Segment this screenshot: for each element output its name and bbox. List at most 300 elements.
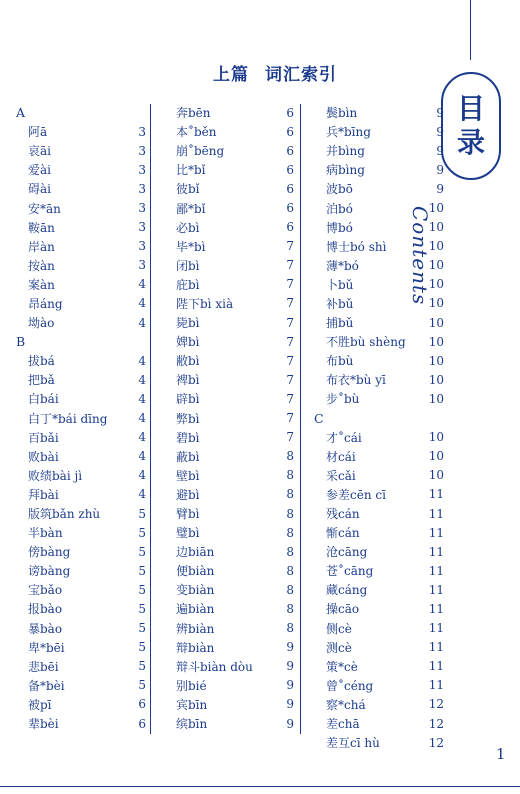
index-entry (16, 504, 146, 523)
index-entry (16, 714, 146, 733)
entry-page: 9 (436, 162, 444, 177)
entry-word: 闭bì (176, 258, 200, 273)
entry-word: 辩biàn (176, 640, 215, 655)
index-entry (314, 599, 444, 618)
entry-word: 避bì (176, 487, 200, 502)
index-entry (164, 409, 294, 428)
index-entry (164, 561, 294, 580)
entry-word: 边biān (176, 545, 215, 560)
page-number: 1 (496, 745, 506, 763)
entry-page: 11 (428, 487, 444, 502)
section-letter: B (16, 334, 26, 350)
index-entry (314, 542, 444, 561)
entry-page: 6 (286, 181, 294, 196)
entry-page: 6 (286, 201, 294, 216)
entry-word: 碧bì (176, 430, 200, 445)
entry-word: 弊bì (176, 411, 200, 426)
index-entry (164, 504, 294, 523)
entry-page: 9 (286, 659, 294, 674)
index-entry (164, 619, 294, 638)
entry-page: 7 (286, 258, 294, 273)
page-title (130, 60, 420, 85)
index-entry (164, 256, 294, 275)
entry-page: 11 (428, 506, 444, 521)
index-entry (314, 198, 444, 217)
entry-page: 5 (138, 563, 146, 578)
badge-char-2: 录 (456, 126, 485, 159)
entry-page: 11 (428, 659, 444, 674)
index-entry (16, 389, 146, 408)
entry-page: 8 (286, 563, 294, 578)
index-entry (16, 313, 146, 332)
index-entry (16, 351, 146, 370)
entry-word: 测cè (326, 640, 352, 655)
index-entry (164, 485, 294, 504)
entry-word: 宝bǎo (28, 583, 63, 598)
entry-word: 案àn (28, 277, 55, 292)
entry-word: 爱ài (28, 163, 51, 178)
entry-word: 辨biàn (176, 621, 215, 636)
entry-word: 捕bǔ (326, 316, 354, 331)
entry-word: 傍bàng (28, 545, 71, 560)
index-entry (164, 695, 294, 714)
index-entry (164, 599, 294, 618)
index-entry (314, 275, 444, 294)
index-entry (314, 695, 444, 714)
entry-word: 惭cán (326, 526, 360, 541)
entry-word: 差互cī hù (326, 736, 380, 751)
entry-page: 11 (428, 563, 444, 578)
entry-word: 版筑bǎn zhù (28, 507, 101, 522)
entry-page: 11 (428, 601, 444, 616)
index-entry (314, 103, 444, 122)
index-entry (16, 466, 146, 485)
index-entry (16, 370, 146, 389)
index-entry (164, 389, 294, 408)
entry-page: 8 (286, 544, 294, 559)
entry-page: 10 (428, 353, 444, 368)
index-entry (314, 332, 444, 351)
index-entry (164, 122, 294, 141)
entry-word: 陛下bì xià (176, 296, 234, 311)
bottom-rule (0, 786, 520, 787)
badge-char-1: 目 (456, 92, 485, 126)
index-entry (314, 370, 444, 389)
index-entry (164, 237, 294, 256)
index-entry (164, 179, 294, 198)
index-entry (16, 179, 146, 198)
index-entry (314, 389, 444, 408)
index-entry (164, 313, 294, 332)
entry-word: 操cāo (326, 602, 360, 617)
entry-page: 3 (138, 258, 146, 273)
entry-page: 4 (138, 411, 146, 426)
entry-word: 敝bì (176, 354, 200, 369)
index-entry (314, 561, 444, 580)
index-entry (314, 580, 444, 599)
entry-page: 10 (428, 277, 444, 292)
entry-word: 安*ān (28, 201, 61, 216)
entry-word: 并bìng (326, 144, 365, 159)
index-entry (164, 332, 294, 351)
entry-page: 10 (428, 201, 444, 216)
entry-word: 败bài (28, 449, 59, 464)
entry-word: 败绩bài jì (28, 468, 83, 483)
entry-page: 5 (138, 601, 146, 616)
index-entry (164, 370, 294, 389)
entry-page: 8 (286, 582, 294, 597)
index-entry (164, 523, 294, 542)
entry-page: 9 (436, 143, 444, 158)
index-entry (314, 351, 444, 370)
index-entry (314, 313, 444, 332)
index-entry (16, 657, 146, 676)
entry-page: 4 (138, 487, 146, 502)
entry-page: 8 (286, 468, 294, 483)
entry-word: 不胜bù shèng (326, 335, 406, 350)
index-entry (16, 122, 146, 141)
entry-word: 别bié (176, 678, 207, 693)
index-entry (314, 466, 444, 485)
index-entry (16, 676, 146, 695)
index-entry (314, 294, 444, 313)
entry-word: 宾bīn (176, 697, 208, 712)
index-entry (16, 561, 146, 580)
entry-word: 藏cáng (326, 583, 368, 598)
entry-word: 博bó (326, 220, 353, 235)
entry-page: 11 (428, 621, 444, 636)
index-entry (164, 198, 294, 217)
entry-page: 4 (138, 277, 146, 292)
entry-word: 悲bēi (28, 659, 59, 674)
entry-page: 5 (138, 582, 146, 597)
entry-word: 才˚cái (326, 430, 362, 445)
entry-page: 3 (138, 201, 146, 216)
index-entry (164, 542, 294, 561)
entry-word: 比*bǐ (176, 163, 206, 178)
entry-word: 波bō (326, 182, 353, 197)
entry-word: 毕*bì (176, 239, 206, 254)
index-entry (16, 428, 146, 447)
entry-word: 昂áng (28, 296, 63, 311)
index-entry (164, 657, 294, 676)
index-entry (16, 447, 146, 466)
entry-page: 10 (428, 372, 444, 387)
entry-word: 备*bèi (28, 678, 65, 693)
entry-page: 7 (286, 411, 294, 426)
entry-page: 3 (138, 181, 146, 196)
entry-page: 4 (138, 353, 146, 368)
entry-word: 鄙*bǐ (176, 201, 206, 216)
entry-page: 3 (138, 124, 146, 139)
entry-page: 8 (286, 525, 294, 540)
contents-badge (441, 72, 501, 180)
entry-page: 7 (286, 334, 294, 349)
index-entry (16, 198, 146, 217)
entry-page: 4 (138, 315, 146, 330)
index-entry (16, 542, 146, 561)
entry-word: 兵*bīng (326, 125, 371, 140)
title-part2: 词汇索引 (265, 65, 337, 85)
entry-page: 7 (286, 353, 294, 368)
entry-word: 缤bīn (176, 717, 208, 732)
entry-word: 毙bì (176, 316, 200, 331)
index-entry (314, 733, 444, 752)
index-entry (164, 447, 294, 466)
index-entry (164, 275, 294, 294)
index-entry (314, 218, 444, 237)
entry-word: 察*chá (326, 697, 366, 712)
entry-word: 报bào (28, 602, 63, 617)
index-entry (16, 638, 146, 657)
entry-page: 9 (286, 678, 294, 693)
entry-page: 11 (428, 544, 444, 559)
index-entry (314, 237, 444, 256)
entry-page: 6 (286, 124, 294, 139)
entry-page: 8 (286, 449, 294, 464)
entry-word: 崩˚bēng (176, 144, 225, 159)
entry-page: 7 (286, 372, 294, 387)
entry-word: 裨bì (176, 373, 200, 388)
entry-page: 7 (286, 391, 294, 406)
index-entry (314, 447, 444, 466)
entry-word: 辈bèi (28, 717, 59, 732)
entry-word: 辩斗biàn dòu (176, 659, 253, 674)
entry-page: 4 (138, 296, 146, 311)
entry-page: 4 (138, 468, 146, 483)
entry-word: 参差cēn cī (326, 487, 386, 502)
index-entry (16, 695, 146, 714)
entry-page: 10 (428, 220, 444, 235)
entry-page: 12 (428, 716, 444, 731)
entry-word: 阿ā (28, 125, 48, 140)
entry-page: 9 (286, 640, 294, 655)
entry-page: 5 (138, 678, 146, 693)
entry-page: 8 (286, 506, 294, 521)
entry-page: 12 (428, 735, 444, 750)
entry-page: 10 (428, 430, 444, 445)
entry-page: 10 (428, 315, 444, 330)
entry-word: 布衣*bù yī (326, 373, 386, 388)
entry-page: 7 (286, 277, 294, 292)
index-entry (314, 485, 444, 504)
entry-word: 岸àn (28, 239, 55, 254)
entry-word: 辟bì (176, 392, 200, 407)
index-entry (314, 638, 444, 657)
entry-word: 坳ào (28, 316, 55, 331)
entry-page: 11 (428, 640, 444, 655)
entry-page: 10 (428, 449, 444, 464)
entry-word: 采cǎi (326, 468, 356, 483)
entry-page: 11 (428, 525, 444, 540)
index-column-1 (16, 103, 146, 733)
entry-page: 10 (428, 391, 444, 406)
index-entry (314, 428, 444, 447)
index-entry (16, 275, 146, 294)
index-entry (16, 485, 146, 504)
index-entry (16, 294, 146, 313)
entry-word: 壁bì (176, 468, 200, 483)
index-entry (164, 638, 294, 657)
index-entry (164, 294, 294, 313)
entry-word: 拔bá (28, 354, 55, 369)
entry-page: 4 (138, 391, 146, 406)
index-entry (164, 103, 294, 122)
entry-page: 6 (286, 143, 294, 158)
entry-word: 庇bì (176, 277, 200, 292)
index-entry (164, 428, 294, 447)
entry-page: 6 (286, 220, 294, 235)
entry-page: 10 (428, 334, 444, 349)
entry-word: 鞍ān (28, 220, 55, 235)
index-entry (314, 714, 444, 733)
index-entry (164, 351, 294, 370)
entry-word: 材cái (326, 449, 356, 464)
entry-word: 暴bào (28, 621, 63, 636)
entry-page: 8 (286, 601, 294, 616)
entry-page: 8 (286, 621, 294, 636)
entry-page: 10 (428, 239, 444, 254)
entry-word: 苍˚cāng (326, 564, 374, 579)
entry-page: 5 (138, 506, 146, 521)
entry-word: 残cán (326, 507, 360, 522)
entry-page: 9 (286, 716, 294, 731)
entry-page: 9 (436, 124, 444, 139)
entry-word: 哀āi (28, 144, 51, 159)
entry-page: 5 (138, 544, 146, 559)
entry-page: 10 (428, 296, 444, 311)
entry-word: 半bàn (28, 526, 63, 541)
column-divider-2 (300, 104, 301, 734)
index-entry (16, 256, 146, 275)
entry-page: 11 (428, 582, 444, 597)
entry-word: 遍biàn (176, 602, 215, 617)
entry-word: 百bǎi (28, 430, 59, 445)
entry-word: 卜bǔ (326, 277, 354, 292)
entry-page: 6 (286, 162, 294, 177)
entry-word: 策*cè (326, 659, 358, 674)
index-entry (164, 466, 294, 485)
entry-word: 必bì (176, 220, 200, 235)
index-entry (164, 714, 294, 733)
entry-page: 12 (428, 697, 444, 712)
entry-page: 5 (138, 621, 146, 636)
entry-word: 补bǔ (326, 296, 354, 311)
entry-page: 5 (138, 525, 146, 540)
index-entry (164, 676, 294, 695)
entry-page: 7 (286, 239, 294, 254)
title-part1: 上篇 (213, 65, 249, 85)
index-entry (314, 504, 444, 523)
entry-page: 9 (436, 181, 444, 196)
entry-page: 6 (138, 716, 146, 731)
index-entry (314, 657, 444, 676)
entry-word: 碍ài (28, 182, 51, 197)
index-entry (314, 523, 444, 542)
entry-word: 鬓bìn (326, 106, 358, 121)
index-entry (16, 523, 146, 542)
entry-page: 7 (286, 315, 294, 330)
entry-word: 蔽bì (176, 449, 200, 464)
entry-word: 布bù (326, 354, 354, 369)
entry-page: 7 (286, 296, 294, 311)
entry-word: 沧cāng (326, 545, 368, 560)
column-divider-1 (150, 104, 151, 734)
entry-word: 博士bó shì (326, 239, 387, 254)
index-entry (164, 141, 294, 160)
entry-word: 奔bēn (176, 106, 211, 121)
index-entry (16, 409, 146, 428)
entry-page: 4 (138, 449, 146, 464)
index-entry (314, 160, 444, 179)
entry-page: 10 (428, 468, 444, 483)
entry-page: 9 (436, 105, 444, 120)
entry-page: 6 (286, 105, 294, 120)
index-entry (16, 218, 146, 237)
entry-word: 把bǎ (28, 373, 55, 388)
entry-page: 11 (428, 678, 444, 693)
entry-word: 便biàn (176, 564, 215, 579)
entry-word: 臂bì (176, 507, 200, 522)
entry-word: 步˚bù (326, 392, 360, 407)
index-entry (16, 160, 146, 179)
entry-word: 薄*bó (326, 258, 359, 273)
index-entry (314, 676, 444, 695)
index-entry (16, 237, 146, 256)
entry-word: 卑*bēi (28, 640, 65, 655)
entry-page: 3 (138, 220, 146, 235)
index-entry (314, 122, 444, 141)
entry-word: 白丁*bái dīng (28, 411, 108, 426)
entry-word: 璧bì (176, 526, 200, 541)
entry-page: 4 (138, 430, 146, 445)
entry-page: 5 (138, 640, 146, 655)
index-entry (16, 619, 146, 638)
entry-word: 拜bài (28, 487, 59, 502)
contents-label: Contents (408, 206, 432, 306)
entry-page: 3 (138, 239, 146, 254)
index-entry (314, 141, 444, 160)
entry-page: 9 (286, 697, 294, 712)
index-entry (164, 580, 294, 599)
index-column-3 (314, 103, 444, 752)
index-column-2 (164, 103, 294, 733)
entry-page: 3 (138, 162, 146, 177)
entry-word: 被pī (28, 697, 52, 712)
entry-page: 5 (138, 659, 146, 674)
index-entry (164, 160, 294, 179)
section-letter: A (16, 105, 26, 121)
index-entry (16, 580, 146, 599)
entry-word: 白bái (28, 392, 59, 407)
index-entry (16, 141, 146, 160)
entry-word: 侧cè (326, 621, 352, 636)
entry-page: 8 (286, 487, 294, 502)
entry-word: 病bìng (326, 163, 365, 178)
entry-word: 本˚běn (176, 125, 217, 140)
index-entry (314, 619, 444, 638)
entry-word: 婢bì (176, 335, 200, 350)
entry-word: 泊bó (326, 201, 353, 216)
entry-word: 曾˚céng (326, 678, 374, 693)
index-entry (314, 256, 444, 275)
index-entry (16, 599, 146, 618)
entry-page: 6 (138, 697, 146, 712)
entry-page: 7 (286, 430, 294, 445)
entry-word: 彼bǐ (176, 182, 200, 197)
entry-page: 10 (428, 258, 444, 273)
entry-page: 3 (138, 143, 146, 158)
